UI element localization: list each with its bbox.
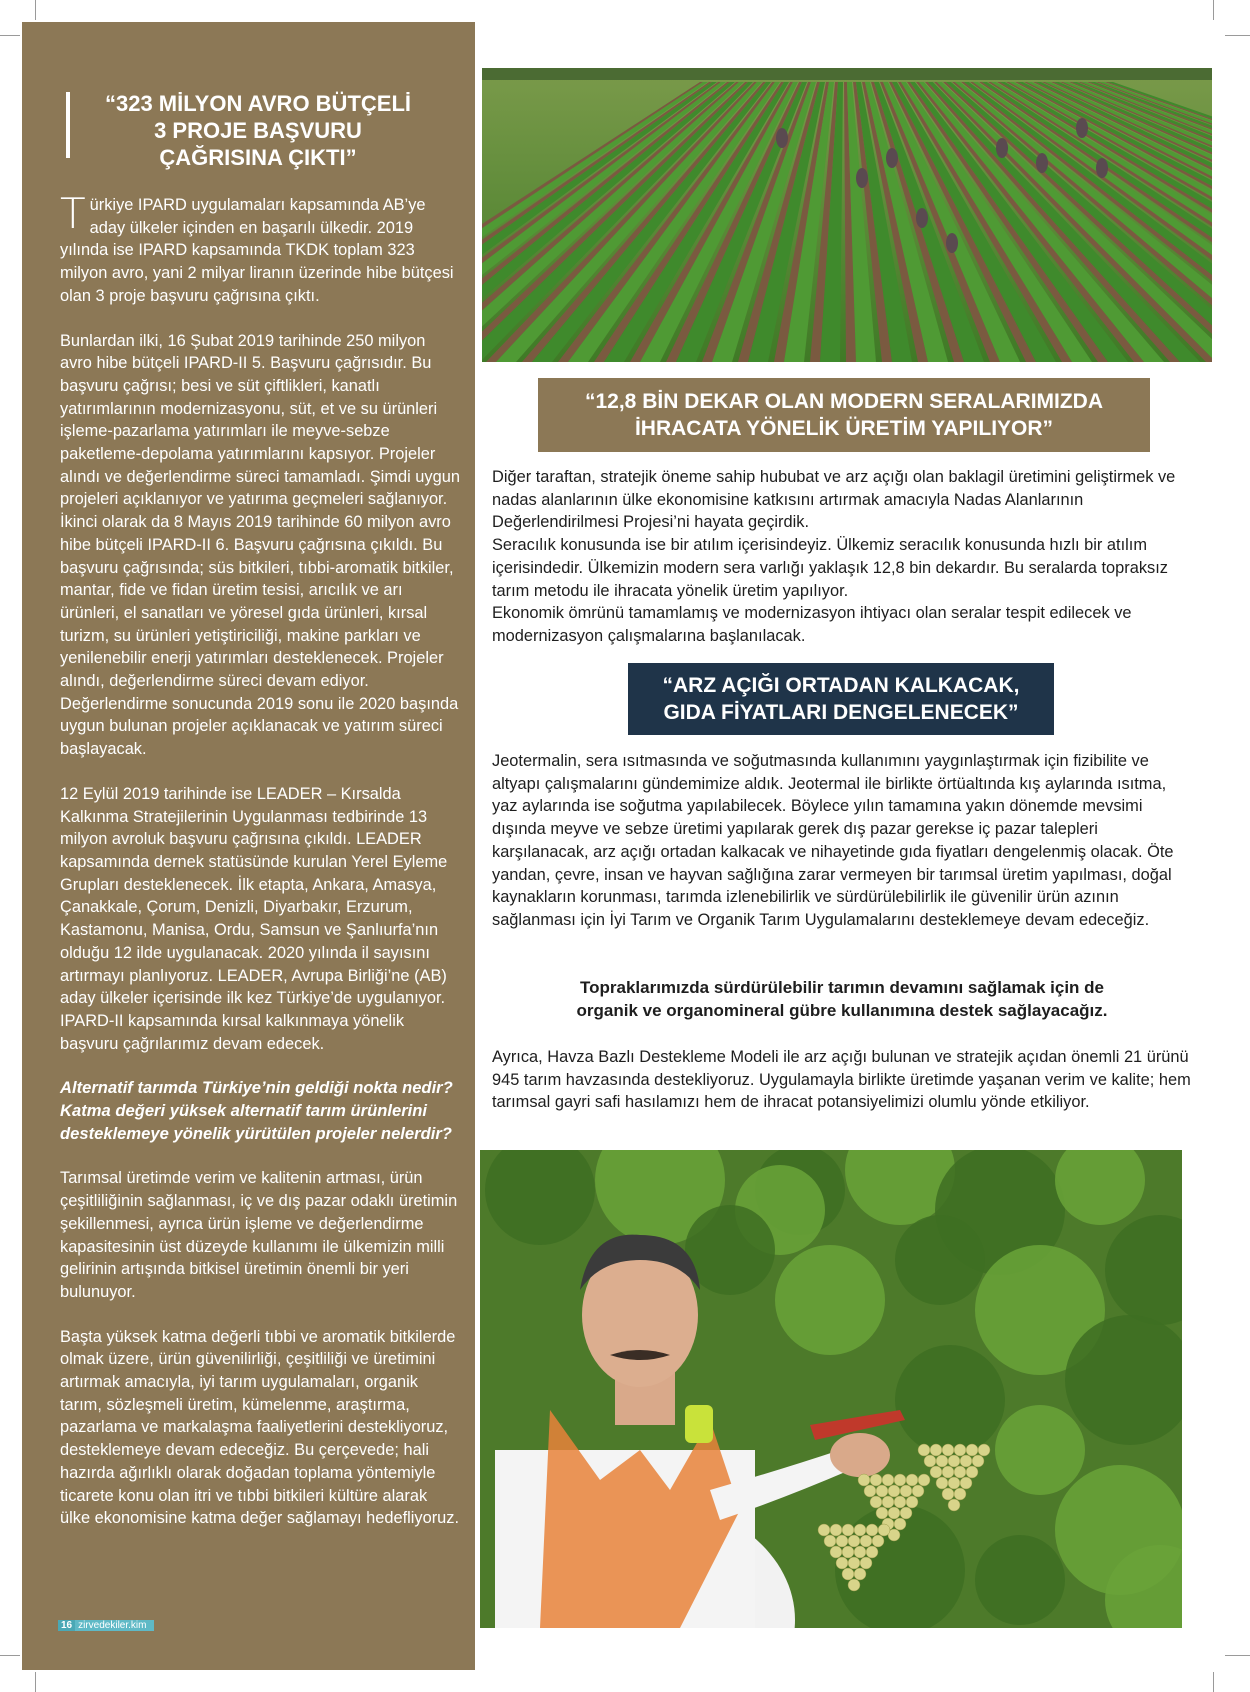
grape bbox=[842, 1546, 854, 1558]
page-number: 16 bbox=[58, 1620, 75, 1631]
grape bbox=[930, 1466, 942, 1478]
grape bbox=[824, 1535, 836, 1547]
crop-mark bbox=[1213, 0, 1214, 20]
vine-leaf bbox=[975, 1535, 1065, 1625]
field-worker bbox=[916, 208, 928, 228]
title-line: ÇAĞRISINA ÇIKTI” bbox=[159, 145, 357, 170]
quote-line: İHRACATA YÖNELİK ÜRETİM YAPILIYOR” bbox=[634, 417, 1054, 440]
grape bbox=[854, 1524, 866, 1536]
grape bbox=[900, 1485, 912, 1497]
grape bbox=[818, 1524, 830, 1536]
interview-question: Alternatif tarımda Türkiye’nin geldiği nokta nedir? Katma değeri yüksek alternatif tarım ürünlerini desteklemeye yönelik yürütülen projeler nelerdir? bbox=[60, 1078, 453, 1143]
grape bbox=[830, 1546, 842, 1558]
grape bbox=[870, 1474, 882, 1486]
grape bbox=[830, 1524, 842, 1536]
left-body-text bbox=[60, 189, 460, 1552]
paragraph: Bunlardan ilki, 16 Şubat 2019 tarihinde 250 milyon avro hibe bütçeli IPARD-II 5. Başvuru çağrısıdır. Bu başvuru çağrısı; besi ve süt çiftlikleri, kanatlı yatırımlarının modernizasyonu, süt, et ve su ürünleri işleme-pazarlama yatırımları ile meyve-sebze paketleme-depolama yatırımlarını kapsıyor. Projeler alındı ve değerlendirme süreci tamamladı. Şimdi uygun projeleri açıklanıyor ve yatırıma geçmeleri sağlanıyor. İkinci olarak da 8 Mayıs 2019 tarihinde 60 milyon avro hibe bütçeli IPARD-II 6. Başvuru çağrısına çıkıldı. Bu başvuru çağrısında; süs bitkileri, tıbbi-aromatik bitkiler, mantar, fide ve fidan üretim tesisi, arıcılık ve arı ürünleri, el sanatları ve yöresel gıda ürünleri, kırsal turizm, su ürünleri yetiştiriciliği, makine parkları ve yenilenebilir enerji yatırımları desteklenecek. Projeler alındı, değerlendirme süreci devam ediyor. Değerlendirme sonucunda 2019 sonu ile 2020 başında uygun bulunan projeler açıklanacak ve yatırım süreci başlayacak. bbox=[60, 331, 460, 759]
statement-line: Topraklarımızda sürdürülebilir tarımın devamını sağlamak için de bbox=[579, 978, 1104, 997]
grape bbox=[978, 1444, 990, 1456]
crop-mark bbox=[0, 35, 20, 36]
vine-leaf bbox=[895, 1345, 1005, 1455]
right-body-block-3 bbox=[492, 1046, 1192, 1114]
crop-mark bbox=[35, 0, 36, 20]
grape bbox=[848, 1557, 860, 1569]
grape bbox=[888, 1485, 900, 1497]
drop-cap: T bbox=[60, 189, 86, 238]
quote-line: GIDA FİYATLARI DENGELENECEK” bbox=[663, 701, 1019, 724]
field-worker bbox=[1076, 118, 1088, 138]
grape bbox=[836, 1557, 848, 1569]
field-worker bbox=[1096, 158, 1108, 178]
farm-field-photo bbox=[482, 68, 1212, 362]
crop-mark bbox=[1225, 1655, 1250, 1656]
grape bbox=[860, 1535, 872, 1547]
grape bbox=[878, 1524, 890, 1536]
statement-line: organik ve organomineral gübre kullanımına destek sağlayacağız. bbox=[576, 1001, 1108, 1020]
right-body-block-1 bbox=[492, 466, 1192, 648]
grape bbox=[854, 1568, 866, 1580]
grape bbox=[918, 1474, 930, 1486]
grape bbox=[848, 1579, 860, 1591]
grape bbox=[894, 1496, 906, 1508]
field-worker bbox=[856, 168, 868, 188]
field-worker bbox=[946, 233, 958, 253]
grape bbox=[860, 1557, 872, 1569]
magazine-site: zirvedekiler.kim bbox=[75, 1620, 154, 1631]
highlighted-statement bbox=[492, 976, 1192, 1022]
grape bbox=[960, 1477, 972, 1489]
grape bbox=[960, 1455, 972, 1467]
grape bbox=[894, 1518, 906, 1530]
title-line: “323 MİLYON AVRO BÜTÇELİ bbox=[104, 91, 411, 116]
grape bbox=[900, 1507, 912, 1519]
grape bbox=[942, 1466, 954, 1478]
crop-mark bbox=[1225, 35, 1250, 36]
grape bbox=[948, 1477, 960, 1489]
paragraph: Tarımsal üretimde verim ve kalitenin artması, ürün çeşitliliğinin sağlanması, iç ve dış pazar odaklı üretimin şekillenmesi, ayrıca ürün işleme ve değerlendirme kapasitesinin üst düzeyde kullanımı ile ülkemizin milli gelirinin artışında bitkisel üretimin önemli bir yeri bulunuyor. bbox=[60, 1169, 458, 1301]
grape bbox=[882, 1496, 894, 1508]
grape bbox=[954, 1444, 966, 1456]
grape bbox=[842, 1524, 854, 1536]
grape bbox=[882, 1474, 894, 1486]
paragraph: Jeotermalin, sera ısıtmasında ve soğutmasında kullanımını yaygınlaştırmak için fizibilite ve altyapı çalışmalarını gündemimize aldık. Jeotermal ile birlikte örtüaltında kış aylarında ısıtma, yaz aylarında ise soğutma yapılabilecek. Böylece yılın tamamına yakın dönemde mevsimi dışında meyve ve sebze üretimi yapılarak gerek dış pazar gerekse iç pazar talepleri karşılanacak, arz açığı ortadan kalkacak ve nihayetinde gıda fiyatları dengelenmiş olacak. Öte yandan, çevre, insan ve hayvan sağlığına zarar vermeyen bir tarımsal üretim yapılması, doğal kaynakların korunması, tarımda izlenebilirlik ve sürdürülebilirlik ile güvenilir ürün azının sağlanması için İyi Tarım ve Organik Tarım Uygulamalarını desteklemeye devam edeceğiz. bbox=[492, 752, 1174, 929]
grape bbox=[972, 1455, 984, 1467]
grape bbox=[924, 1455, 936, 1467]
left-section-title bbox=[88, 90, 428, 171]
grape bbox=[848, 1535, 860, 1547]
crop-mark bbox=[1213, 1672, 1214, 1692]
grape bbox=[842, 1568, 854, 1580]
crop-mark bbox=[35, 1672, 36, 1692]
paragraph bbox=[60, 189, 460, 308]
paragraph: Seracılık konusunda ise bir atılım içerisindeyiz. Ülkemiz seracılık konusunda hızlı bir atılım içerisindedir. Ülkemizin modern sera varlığı yaklaşık 12,8 bin dekardır. Bu seralarda topraksız tarım metodu ile ihracata yönelik üretim yapılıyor. bbox=[492, 536, 1168, 600]
grape bbox=[930, 1444, 942, 1456]
grape bbox=[942, 1488, 954, 1500]
pull-quote-greenhouses bbox=[538, 378, 1150, 452]
grape bbox=[870, 1496, 882, 1508]
grape bbox=[872, 1535, 884, 1547]
paragraph: Ayrıca, Havza Bazlı Destekleme Modeli ile arz açığı bulunan ve stratejik açıdan önemli 21 ürünü 945 tarım havzasında destekliyoruz. Uygulamayla birlikte üretimde yaşanan verim ve kalite; hem tarımsal gayri safi hasılamızı hem de ihracat potansiyelimizi olumlu yönde etkiliyor. bbox=[492, 1048, 1191, 1112]
grape bbox=[948, 1499, 960, 1511]
right-body-block-2 bbox=[492, 750, 1192, 932]
grape bbox=[906, 1496, 918, 1508]
grape bbox=[942, 1444, 954, 1456]
grape bbox=[966, 1466, 978, 1478]
field-worker bbox=[1036, 153, 1048, 173]
grape-harvest-photo bbox=[480, 1150, 1182, 1628]
vine-leaf bbox=[995, 1405, 1085, 1495]
title-line: 3 PROJE BAŞVURU bbox=[154, 118, 362, 143]
grape bbox=[854, 1546, 866, 1558]
paragraph: Başta yüksek katma değerli tıbbi ve aromatik bitkilerde olmak üzere, ürün güvenilirliği, çeşitliliği ve üretimini artırmak amacıyla, iyi tarım uygulamaları, organik tarım, sözleşmeli üretim, kümelenme, araştırma, pazarlama ve markalaşma faaliyetlerini destekliyoruz, desteklemeye devam edeceğiz. Bu çerçevede; hali hazırda ağırlıklı olarak doğadan toplama yöntemiyle ticarete konu olan itri ve tıbbi bitkileri kültüre alarak ülke ekonomisine katma değer sağlamayı hedefliyoruz. bbox=[60, 1327, 460, 1528]
title-accent-bar bbox=[66, 92, 70, 158]
grape bbox=[858, 1474, 870, 1486]
quote-line: “ARZ AÇIĞI ORTADAN KALKACAK, bbox=[662, 674, 1020, 697]
grape bbox=[966, 1444, 978, 1456]
paragraph: Diğer taraftan, stratejik öneme sahip hububat ve arz açığı olan baklagil üretimini geliştirmek ve nadas alanlarının ülke ekonomisine katkısını artırmak amacıyla Nadas Alanlarının Değerlendirilmesi Projesi’ni hayata geçirdik. bbox=[492, 468, 1176, 532]
paragraph: 12 Eylül 2019 tarihinde ise LEADER – Kırsalda Kalkınma Stratejilerinin Uygulanması tedbirinde 13 milyon avroluk başvuru çağrısına çıkıldı. LEADER kapsamında dernek statüsünde kurulan Yerel Eyleme Grupları desteklenecek. İlk etapta, Ankara, Amasya, Çanakkale, Çorum, Denizli, Diyarbakır, Erzurum, Kastamonu, Manisa, Ordu, Samsun ve Şanlıurfa’nın olduğu 12 ilde uygulanacak. 2020 yılında il sayısını artırmayı planlıyoruz. LEADER, Avrupa Birliği’ne (AB) aday ülkeler içerisinde ilk kez Türkiye’de uygulanıyor. IPARD-II kapsamında kırsal kalkınmaya yönelik başvuru çağrılarımız devam edecek. bbox=[60, 784, 448, 1053]
grape bbox=[906, 1474, 918, 1486]
grape bbox=[918, 1444, 930, 1456]
grape bbox=[936, 1477, 948, 1489]
grape bbox=[888, 1507, 900, 1519]
grape bbox=[948, 1455, 960, 1467]
crop-mark bbox=[0, 1655, 20, 1656]
paragraph: Ekonomik ömrünü tamamlamış ve modernizasyon ihtiyacı olan seralar tespit edilecek ve modernizasyon çalışmalarına başlanılacak. bbox=[492, 604, 1132, 645]
grape bbox=[954, 1488, 966, 1500]
grape bbox=[894, 1474, 906, 1486]
grape bbox=[936, 1455, 948, 1467]
grape bbox=[912, 1485, 924, 1497]
grape bbox=[876, 1507, 888, 1519]
grape bbox=[836, 1535, 848, 1547]
quote-line: “12,8 BİN DEKAR OLAN MODERN SERALARIMIZDA bbox=[584, 390, 1104, 413]
grape bbox=[876, 1485, 888, 1497]
field-worker bbox=[996, 138, 1008, 158]
grape bbox=[954, 1466, 966, 1478]
grape bbox=[864, 1485, 876, 1497]
vine-leaf bbox=[775, 1245, 885, 1355]
field-worker bbox=[886, 148, 898, 168]
grape-illustration bbox=[480, 1150, 1182, 1628]
pull-quote-food-prices bbox=[628, 663, 1054, 735]
grape bbox=[866, 1524, 878, 1536]
vine-leaf bbox=[895, 1215, 985, 1305]
page-footer bbox=[58, 1617, 154, 1633]
field-worker bbox=[776, 128, 788, 148]
grape bbox=[866, 1546, 878, 1558]
paragraph-text: ürkiye IPARD uygulamaları kapsamında AB’ye aday ülkeler içinden en başarılı ülkedir. 2019 yılında ise IPARD kapsamında TKDK toplam 323 milyon avro, yani 2 milyar liranın üzerinde hibe bütçesi olan 3 proje başvuru çağrısına çıktı. bbox=[60, 196, 454, 305]
field-illustration bbox=[482, 68, 1212, 362]
